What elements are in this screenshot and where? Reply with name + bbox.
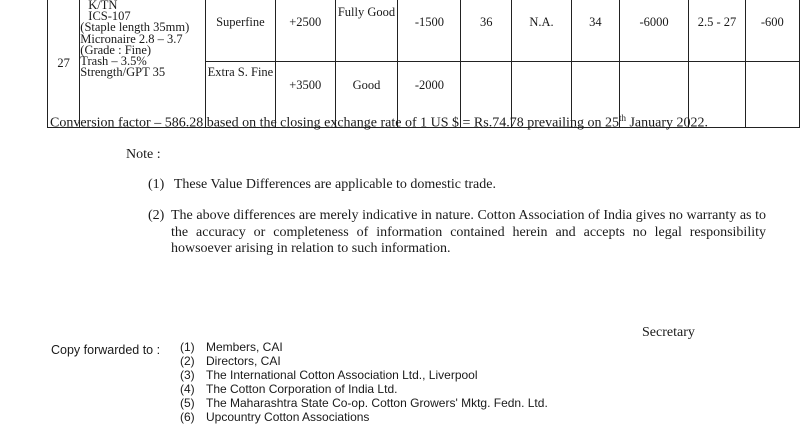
grade-cell: Extra S. Fine [205,62,275,128]
signatory: Secretary [642,325,695,340]
grade-cell: Superfine [205,0,275,62]
diff2-cell: -2000 [398,62,461,128]
conversion-sup: th [618,113,626,123]
variety-description [80,0,206,128]
table-row [48,0,800,62]
value-cell: -600 [745,0,799,62]
empty-cell [745,62,799,128]
note-text: The above differences are merely indicative in nature. Cotton Association of India gives no warranty as to the accuracy or completeness of information contained herein and accepts no legal responsibility howsoever arising in relation to such information. [171,208,766,256]
list-text: Directors, CAI [206,353,281,368]
conversion-text: Conversion factor – 586.28 based on the closing exchange rate of 1 US $ = Rs.74.78 prevailing on 25 [50,115,619,131]
description-line: (Grade : Fine) [80,42,152,57]
description-line: Strength/GPT 35 [80,65,166,80]
note-item [148,177,496,193]
list-text: The Cotton Corporation of India Ltd. [206,381,398,396]
value-difference-table [47,0,800,128]
list-item [180,397,548,411]
grade2-cell: Good [335,62,398,128]
value-cell: 34 [571,0,619,62]
list-item [180,383,548,397]
conversion-text-end: January 2022. [625,115,709,131]
list-text: The Maharashtra State Co-op. Cotton Growers' Mktg. Fedn. Ltd. [206,395,548,410]
serial-number: 27 [48,0,80,128]
list-number: (3) [180,367,195,382]
diff2-cell: -1500 [398,0,461,62]
description-line: K/TN [88,0,118,12]
list-text: Members, CAI [206,340,283,354]
note-number: (1) [148,177,165,192]
list-number: (5) [180,395,195,410]
list-text: Upcountry Cotton Associations [206,409,370,424]
description-line: (Staple length 35mm) [80,20,190,35]
note-item [148,208,766,258]
list-item [180,369,548,383]
premium-cell: +3500 [275,62,335,128]
list-number: (2) [180,353,195,368]
note-heading: Note : [126,147,161,162]
value-cell: 2.5 - 27 [689,0,745,62]
grade2-cell: Fully Good [335,0,398,62]
list-item [180,411,548,425]
description-line: ICS-107 [88,9,131,24]
value-cell: 36 [461,0,512,62]
list-item [180,355,548,369]
list-number: (1) [180,340,195,354]
description-line: Trash – 3.5% [80,54,147,69]
note-number: (2) [148,208,165,223]
premium-cell: +2500 [275,0,335,62]
value-cell: -6000 [619,0,688,62]
copy-forwarded-list [180,341,548,424]
description-line: Micronaire 2.8 – 3.7 [80,31,183,46]
note-text: These Value Differences are applicable to domestic trade. [173,177,496,192]
list-text: The International Cotton Association Ltd., Liverpool [206,367,478,382]
list-number: (6) [180,409,195,424]
value-cell: N.A. [512,0,572,62]
conversion-factor [50,113,708,132]
copy-forwarded-label: Copy forwarded to : [51,343,161,357]
list-number: (4) [180,381,195,396]
list-item [180,341,548,355]
